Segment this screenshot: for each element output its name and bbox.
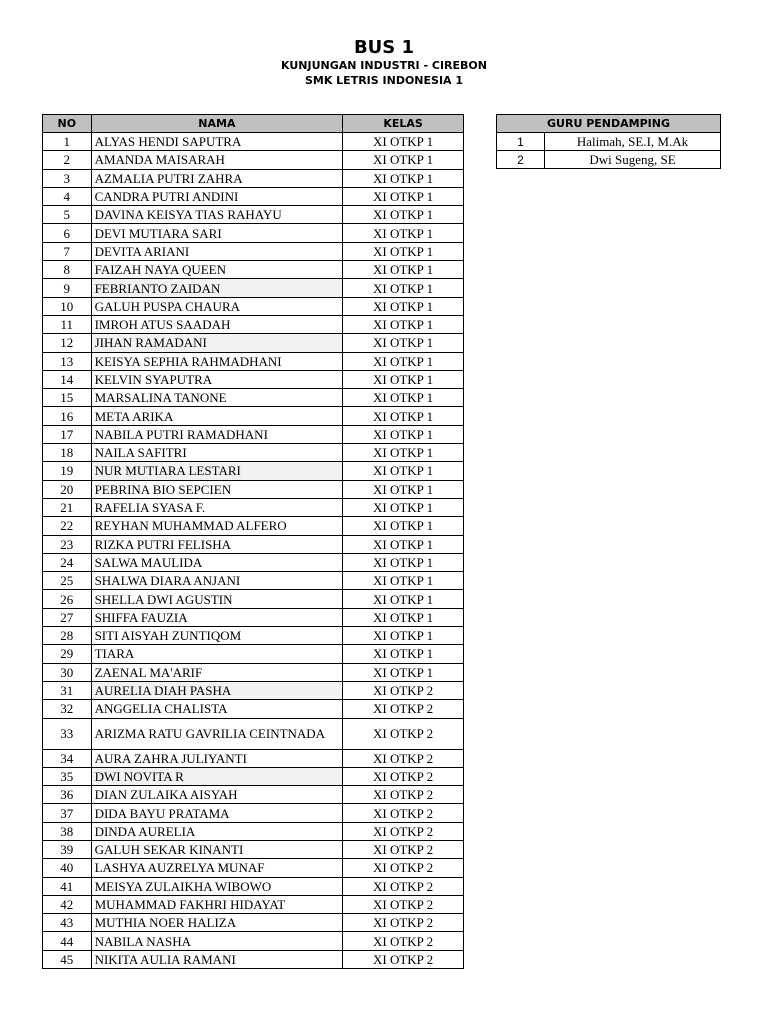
student-class: XI OTKP 2 (343, 767, 464, 785)
student-class: XI OTKP 2 (343, 840, 464, 858)
student-class: XI OTKP 1 (343, 224, 464, 242)
student-name: AURA ZAHRA JULIYANTI (91, 749, 343, 767)
table-row (43, 261, 464, 279)
student-no: 32 (43, 700, 92, 718)
student-no: 42 (43, 895, 92, 913)
student-name: SALWA MAULIDA (91, 553, 343, 571)
table-row (43, 932, 464, 950)
table-row (43, 786, 464, 804)
student-no: 10 (43, 297, 92, 315)
student-no: 7 (43, 242, 92, 260)
guru-no: 2 (497, 151, 545, 169)
guru-no: 1 (497, 133, 545, 151)
table-row (43, 608, 464, 626)
student-no: 5 (43, 206, 92, 224)
table-row (43, 804, 464, 822)
student-class: XI OTKP 1 (343, 315, 464, 333)
student-name: RAFELIA SYASA F. (91, 498, 343, 516)
table-row (497, 133, 721, 151)
student-class: XI OTKP 2 (343, 822, 464, 840)
student-name: DWI NOVITA R (91, 767, 343, 785)
student-name: ALYAS HENDI SAPUTRA (91, 133, 343, 151)
student-class: XI OTKP 2 (343, 786, 464, 804)
student-no: 45 (43, 950, 92, 968)
table-row (43, 700, 464, 718)
student-no: 17 (43, 425, 92, 443)
student-class: XI OTKP 1 (343, 480, 464, 498)
student-no: 9 (43, 279, 92, 297)
table-row (43, 767, 464, 785)
student-class: XI OTKP 1 (343, 498, 464, 516)
student-name: CANDRA PUTRI ANDINI (91, 187, 343, 205)
student-class: XI OTKP 2 (343, 932, 464, 950)
student-name: AZMALIA PUTRI ZAHRA (91, 169, 343, 187)
student-name: FAIZAH NAYA QUEEN (91, 261, 343, 279)
student-name: DEVITA ARIANI (91, 242, 343, 260)
student-name: DAVINA KEISYA TIAS RAHAYU (91, 206, 343, 224)
student-name: SHIFFA FAUZIA (91, 608, 343, 626)
student-name: AMANDA MAISARAH (91, 151, 343, 169)
student-no: 27 (43, 608, 92, 626)
student-class: XI OTKP 2 (343, 718, 464, 749)
student-no: 2 (43, 151, 92, 169)
student-no: 37 (43, 804, 92, 822)
student-class: XI OTKP 2 (343, 914, 464, 932)
student-class: XI OTKP 2 (343, 950, 464, 968)
table-row (43, 822, 464, 840)
table-row (43, 242, 464, 260)
student-no: 6 (43, 224, 92, 242)
table-row (43, 407, 464, 425)
student-name: MEISYA ZULAIKHA WIBOWO (91, 877, 343, 895)
student-no: 34 (43, 749, 92, 767)
student-name: NABILA PUTRI RAMADHANI (91, 425, 343, 443)
student-name: GALUH PUSPA CHAURA (91, 297, 343, 315)
student-class: XI OTKP 1 (343, 590, 464, 608)
guru-table-header (497, 115, 721, 133)
student-no: 43 (43, 914, 92, 932)
student-no: 25 (43, 572, 92, 590)
student-class: XI OTKP 1 (343, 645, 464, 663)
student-name: DINDA AURELIA (91, 822, 343, 840)
student-no: 30 (43, 663, 92, 681)
student-class: XI OTKP 1 (343, 133, 464, 151)
student-name: FEBRIANTO ZAIDAN (91, 279, 343, 297)
table-row (43, 718, 464, 749)
table-row (43, 334, 464, 352)
student-class: XI OTKP 2 (343, 895, 464, 913)
table-row (43, 895, 464, 913)
student-name: GALUH SEKAR KINANTI (91, 840, 343, 858)
student-class: XI OTKP 1 (343, 444, 464, 462)
table-row (43, 480, 464, 498)
student-name: ZAENAL MA'ARIF (91, 663, 343, 681)
student-no: 18 (43, 444, 92, 462)
event-subtitle: KUNJUNGAN INDUSTRI - CIREBON (281, 59, 487, 72)
student-no: 22 (43, 517, 92, 535)
table-row (43, 187, 464, 205)
student-class: XI OTKP 1 (343, 151, 464, 169)
student-class: XI OTKP 1 (343, 553, 464, 571)
student-name: PEBRINA BIO SEPCIEN (91, 480, 343, 498)
student-name: DIDA BAYU PRATAMA (91, 804, 343, 822)
table-row (43, 224, 464, 242)
student-name: IMROH ATUS SAADAH (91, 315, 343, 333)
student-no: 11 (43, 315, 92, 333)
guru-header: GURU PENDAMPING (497, 115, 721, 133)
column-header-kelas: KELAS (343, 115, 464, 133)
table-row (43, 297, 464, 315)
student-class: XI OTKP 1 (343, 370, 464, 388)
student-name: NUR MUTIARA LESTARI (91, 462, 343, 480)
student-name: NIKITA AULIA RAMANI (91, 950, 343, 968)
student-no: 29 (43, 645, 92, 663)
student-no: 3 (43, 169, 92, 187)
student-class: XI OTKP 2 (343, 877, 464, 895)
student-no: 1 (43, 133, 92, 151)
table-row (43, 627, 464, 645)
student-no: 31 (43, 681, 92, 699)
school-subtitle: SMK LETRIS INDONESIA 1 (304, 74, 464, 87)
student-class: XI OTKP 1 (343, 425, 464, 443)
table-row (43, 444, 464, 462)
student-class: XI OTKP 2 (343, 681, 464, 699)
guru-pendamping-table (496, 114, 721, 169)
student-name: SHELLA DWI AGUSTIN (91, 590, 343, 608)
student-name: DIAN ZULAIKA AISYAH (91, 786, 343, 804)
student-no: 36 (43, 786, 92, 804)
table-row (43, 859, 464, 877)
student-name: MUHAMMAD FAKHRI HIDAYAT (91, 895, 343, 913)
student-name: TIARA (91, 645, 343, 663)
column-header-nama: NAMA (91, 115, 343, 133)
student-class: XI OTKP 1 (343, 462, 464, 480)
student-name: ARIZMA RATU GAVRILIA CEINTNADA (91, 718, 343, 749)
student-class: XI OTKP 1 (343, 187, 464, 205)
table-row (43, 645, 464, 663)
table-row (43, 370, 464, 388)
student-class: XI OTKP 1 (343, 279, 464, 297)
table-row (43, 151, 464, 169)
table-row (43, 169, 464, 187)
student-class: XI OTKP 1 (343, 389, 464, 407)
page-title: BUS 1 (353, 37, 415, 58)
student-class: XI OTKP 1 (343, 352, 464, 370)
student-no: 19 (43, 462, 92, 480)
student-class: XI OTKP 2 (343, 804, 464, 822)
student-name: MUTHIA NOER HALIZA (91, 914, 343, 932)
table-row (43, 133, 464, 151)
student-class: XI OTKP 1 (343, 242, 464, 260)
student-no: 15 (43, 389, 92, 407)
table-row (43, 517, 464, 535)
student-name: KEISYA SEPHIA RAHMADHANI (91, 352, 343, 370)
table-row (43, 681, 464, 699)
student-class: XI OTKP 1 (343, 608, 464, 626)
student-name: META ARIKA (91, 407, 343, 425)
student-class: XI OTKP 1 (343, 572, 464, 590)
table-row (43, 206, 464, 224)
student-no: 40 (43, 859, 92, 877)
student-no: 35 (43, 767, 92, 785)
student-no: 16 (43, 407, 92, 425)
student-class: XI OTKP 2 (343, 859, 464, 877)
student-no: 24 (43, 553, 92, 571)
table-row (43, 315, 464, 333)
student-class: XI OTKP 1 (343, 334, 464, 352)
table-row (43, 840, 464, 858)
table-row (43, 877, 464, 895)
student-table (42, 114, 464, 969)
student-name: RIZKA PUTRI FELISHA (91, 535, 343, 553)
student-class: XI OTKP 1 (343, 535, 464, 553)
student-no: 12 (43, 334, 92, 352)
table-row (43, 425, 464, 443)
student-name: SHALWA DIARA ANJANI (91, 572, 343, 590)
table-row (43, 572, 464, 590)
guru-name: Halimah, SE.I, M.Ak (545, 133, 721, 151)
column-header-no: NO (43, 115, 92, 133)
table-row (43, 663, 464, 681)
student-name: REYHAN MUHAMMAD ALFERO (91, 517, 343, 535)
student-no: 21 (43, 498, 92, 516)
student-no: 20 (43, 480, 92, 498)
student-no: 13 (43, 352, 92, 370)
student-no: 8 (43, 261, 92, 279)
table-row (43, 352, 464, 370)
student-no: 4 (43, 187, 92, 205)
student-name: NABILA NASHA (91, 932, 343, 950)
student-no: 33 (43, 718, 92, 749)
student-name: ANGGELIA CHALISTA (91, 700, 343, 718)
student-table-header (43, 115, 464, 133)
student-name: AURELIA DIAH PASHA (91, 681, 343, 699)
table-row (43, 749, 464, 767)
student-name: JIHAN RAMADANI (91, 334, 343, 352)
student-name: MARSALINA TANONE (91, 389, 343, 407)
student-no: 41 (43, 877, 92, 895)
table-row (43, 950, 464, 968)
student-class: XI OTKP 1 (343, 627, 464, 645)
student-no: 38 (43, 822, 92, 840)
student-no: 23 (43, 535, 92, 553)
student-class: XI OTKP 1 (343, 206, 464, 224)
student-name: DEVI MUTIARA SARI (91, 224, 343, 242)
student-no: 26 (43, 590, 92, 608)
guru-name: Dwi Sugeng, SE (545, 151, 721, 169)
student-name: KELVIN SYAPUTRA (91, 370, 343, 388)
student-class: XI OTKP 1 (343, 407, 464, 425)
table-row (497, 151, 721, 169)
student-name: NAILA SAFITRI (91, 444, 343, 462)
student-name: SITI AISYAH ZUNTIQOM (91, 627, 343, 645)
student-no: 28 (43, 627, 92, 645)
table-row (43, 914, 464, 932)
student-class: XI OTKP 1 (343, 517, 464, 535)
student-class: XI OTKP 1 (343, 261, 464, 279)
student-name: LASHYA AUZRELYA MUNAF (91, 859, 343, 877)
table-row (43, 279, 464, 297)
table-row (43, 590, 464, 608)
table-row (43, 389, 464, 407)
table-row (43, 498, 464, 516)
student-no: 44 (43, 932, 92, 950)
student-class: XI OTKP 1 (343, 169, 464, 187)
student-no: 14 (43, 370, 92, 388)
table-row (43, 553, 464, 571)
student-no: 39 (43, 840, 92, 858)
student-class: XI OTKP 2 (343, 700, 464, 718)
student-class: XI OTKP 1 (343, 663, 464, 681)
table-row (43, 535, 464, 553)
student-class: XI OTKP 2 (343, 749, 464, 767)
table-row (43, 462, 464, 480)
student-class: XI OTKP 1 (343, 297, 464, 315)
